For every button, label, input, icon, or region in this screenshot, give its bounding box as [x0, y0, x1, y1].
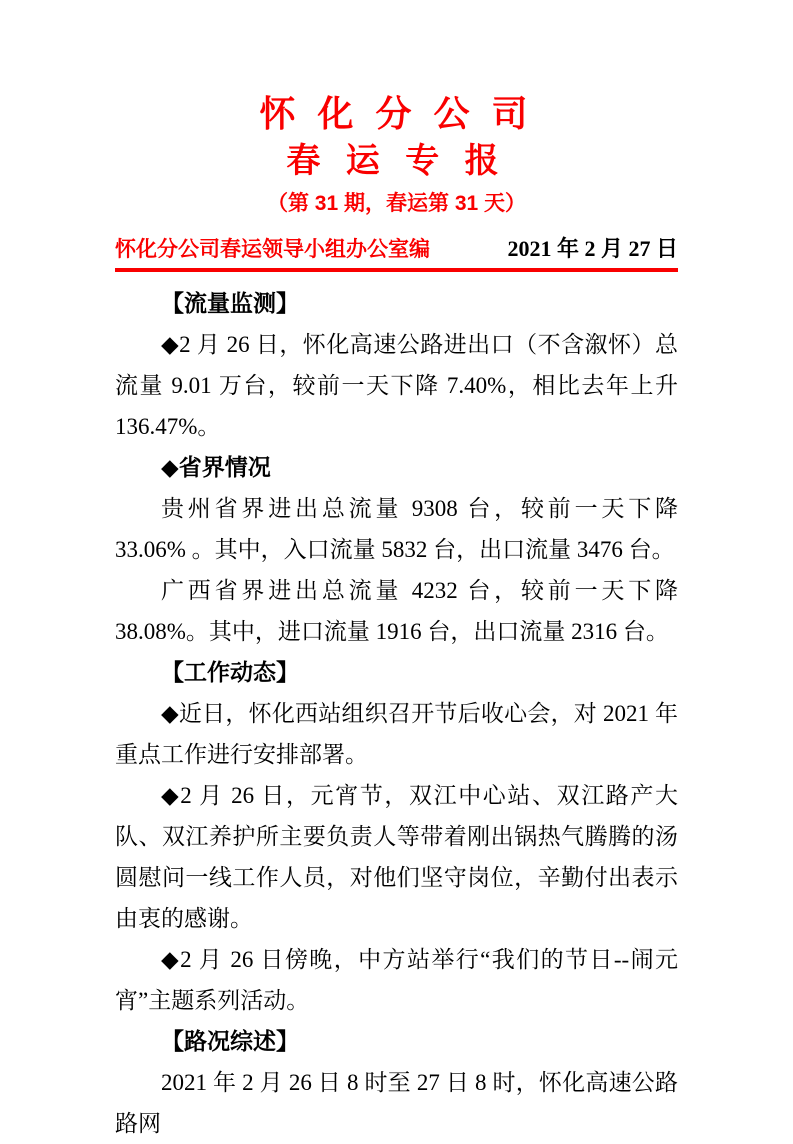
para-guizhou-border-flow: 贵州省界进出总流量 9308 台，较前一天下降 33.06% 。其中，入口流量 5832 台，出口流量 3476 台。 [115, 496, 678, 562]
publisher-row [115, 232, 678, 272]
para-road-network-period: 2021 年 2 月 26 日 8 时至 27 日 8 时，怀化高速公路路网 [115, 1070, 678, 1136]
publish-date: 2021 年 2 月 27 日 [507, 236, 678, 261]
document-body [115, 283, 678, 1144]
para-total-flow: ◆2 月 26 日，怀化高速公路进出口（不含溆怀）总流量 9.01 万台，较前一天下降 7.40%，相比去年上升 136.47%。 [115, 332, 678, 439]
document-header [115, 90, 678, 272]
para-huaihua-west-station-meeting: ◆近日，怀化西站组织召开节后收心会，对 2021 年重点工作进行安排部署。 [115, 701, 678, 767]
sub-heading-province-border: ◆省界情况 [161, 455, 271, 480]
para-zhongfang-lantern-festival: ◆2 月 26 日傍晚，中方站举行“我们的节日--闹元宵”主题系列活动。 [115, 947, 678, 1013]
publisher-office: 怀化分公司春运领导小组办公室编 [115, 238, 430, 261]
para-shuangjiang-tangyuan-visit: ◆2 月 26 日，元宵节，双江中心站、双江路产大队、双江养护所主要负责人等带着刚出锅热气腾腾的汤圆慰问一线工作人员，对他们坚守岗位，辛勤付出表示由衷的感谢。 [115, 783, 678, 931]
doc-title-company: 怀 化 分 公 司 [259, 93, 534, 134]
section-heading-road-summary: 【路况综述】 [161, 1029, 299, 1054]
doc-title-bulletin: 春 运 专 报 [286, 142, 507, 180]
section-heading-work-updates: 【工作动态】 [161, 660, 299, 685]
section-heading-traffic-monitoring: 【流量监测】 [161, 291, 299, 316]
para-guangxi-border-flow: 广西省界进出总流量 4232 台，较前一天下降 38.08%。其中，进口流量 1916 台，出口流量 2316 台。 [115, 578, 678, 644]
doc-issue-number: （第 31 期，春运第 31 天） [266, 192, 527, 215]
